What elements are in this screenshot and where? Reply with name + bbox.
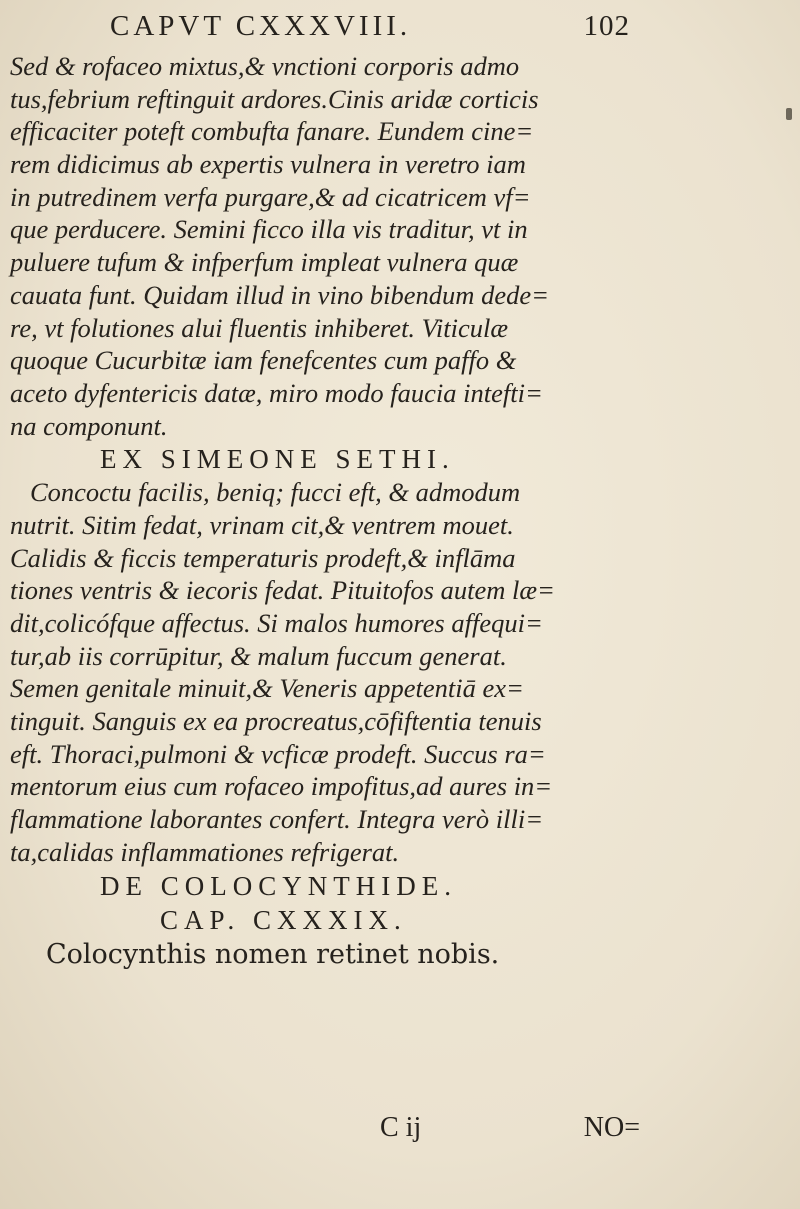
paragraph-1 — [10, 50, 650, 442]
text-line: flammatione laborantes confert. Integra verò illi= — [10, 804, 544, 835]
text-line: mentorum eius cum rofaceo impofitus,ad aures in= — [10, 771, 553, 802]
text-line: cauata funt. Quidam illud in vino bibendum dede= — [10, 279, 549, 310]
text-line: re, vt folutiones alui fluentis inhiberet. Viticulæ — [10, 312, 509, 343]
section-heading: EX SIMEONE SETHI. — [100, 444, 455, 475]
text-line: aceto dyfentericis datæ, miro modo faucia intefti= — [10, 377, 543, 408]
catchword: NO= — [583, 1112, 640, 1143]
chapter-title: DE COLOCYNTHIDE. — [100, 870, 457, 901]
text-line: ta,calidas inflammationes refrigerat. — [10, 836, 400, 867]
text-line: puluere tufum & infperfum impleat vulnera quæ — [10, 247, 519, 278]
text-line: rem didicimus ab expertis vulnera in veretro iam — [10, 149, 526, 180]
page-footer — [380, 1110, 640, 1146]
page-header — [110, 6, 630, 46]
chapter-opening-line: Colocynthis nomen retinet nobis. — [46, 938, 500, 970]
text-line: Concoctu facilis, beniq; fucci eft, & admodum — [30, 477, 521, 508]
text-line: quoque Cucurbitæ iam fenefcentes cum paffo & — [10, 345, 517, 376]
signature-mark: C ij — [380, 1112, 422, 1143]
text-line: efficaciter poteft combufta fanare. Eundem cine= — [10, 116, 534, 147]
folio-number: 102 — [583, 9, 630, 42]
text-line: tiones ventris & iecoris fedat. Pituitofos autem læ= — [10, 575, 555, 606]
text-line: dit,colicófque affectus. Si malos humores affequi= — [10, 608, 543, 638]
paragraph-2 — [10, 476, 650, 868]
text-line: Sed & rofaceo mixtus,& vnctioni corporis admo — [10, 51, 520, 81]
margin-blot — [786, 108, 792, 120]
text-line: eft. Thoraci,pulmoni & vcficæ prodeft. Succus ra= — [10, 738, 546, 769]
text-line: tus,febrium reftinguit ardores.Cinis aridæ corticis — [10, 83, 539, 114]
running-title: CAPVT CXXXVIII. — [110, 9, 412, 42]
text-line: tinguit. Sanguis ex ea procreatus,cōfiftentia tenuis — [10, 706, 542, 737]
text-line: tur,ab iis corrūpitur, & malum fuccum generat. — [10, 640, 507, 671]
text-line: na componunt. — [10, 410, 168, 441]
text-line: in putredinem verfa purgare,& ad cicatricem vf= — [10, 181, 531, 212]
text-line: que perducere. Semini ficco illa vis traditur, vt in — [10, 214, 528, 245]
text-line: Calidis & ficcis temperaturis prodeft,& inflāma — [10, 542, 516, 573]
page-body — [10, 50, 650, 973]
text-line: Semen genitale minuit,& Veneris appetentiā ex= — [10, 673, 524, 704]
text-line: nutrit. Sitim fedat, vrinam cit,& ventrem mouet. — [10, 509, 514, 540]
chapter-number: CAP. CXXXIX. — [160, 904, 407, 935]
